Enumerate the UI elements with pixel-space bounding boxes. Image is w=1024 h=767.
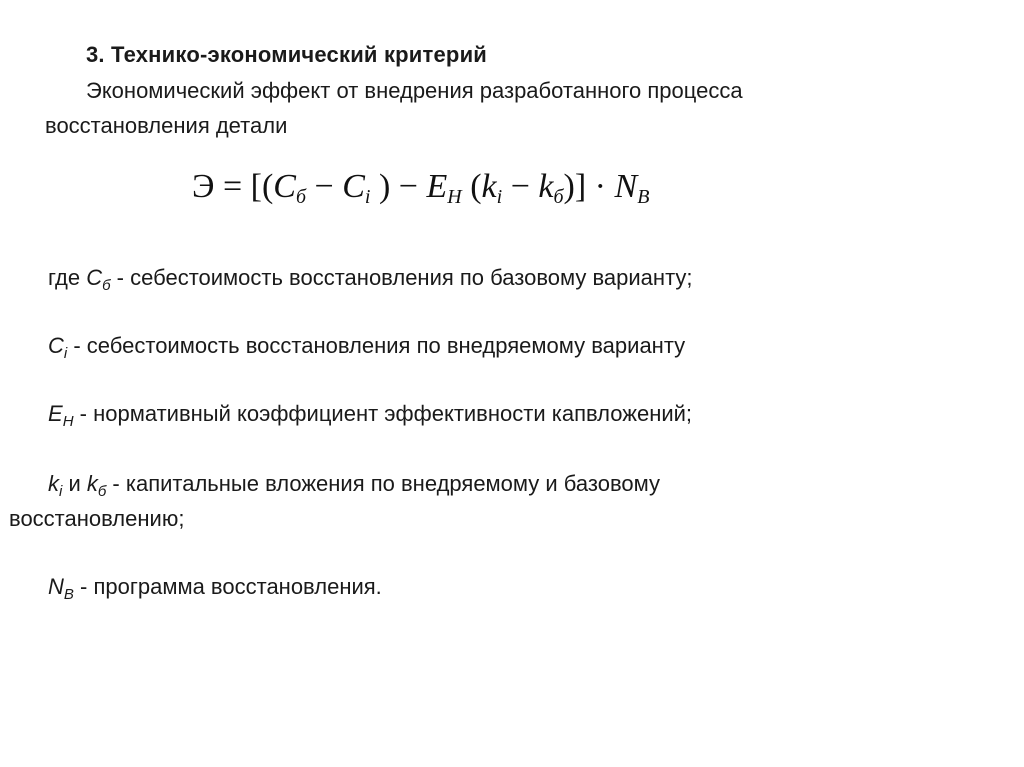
formula-n: N (614, 168, 638, 205)
slide-title: 3. Технико-экономический критерий (86, 42, 488, 67)
definition-symbol: E (48, 401, 63, 426)
definition-symbol: k (48, 471, 59, 496)
definition-normative-coefficient (48, 401, 693, 430)
definition-symbol: C (86, 265, 103, 290)
formula-e: E (426, 168, 448, 205)
definition-text: - капитальные вложения по внедряемому и базовому (106, 471, 661, 496)
formula-sub-b2: б (553, 186, 564, 208)
formula-sub-i2: i (496, 186, 503, 208)
formula-minus-1: − (306, 168, 343, 205)
formula-mid: ) − (370, 168, 427, 205)
formula-c2: C (342, 168, 365, 205)
definition-capital-investments (48, 471, 661, 500)
definition-text: - себестоимость восстановления по внедряемому варианту (67, 333, 686, 358)
definition-prefix: где (48, 265, 87, 290)
definition-symbol: N (48, 574, 64, 599)
definition-text: - программа восстановления. (73, 574, 382, 599)
formula-sub-i: i (364, 186, 371, 208)
formula-eq: = [( (214, 168, 274, 205)
definition-capital-investments-continuation: восстановлению; (9, 506, 185, 531)
formula-close: )] · (563, 168, 615, 205)
formula-lhs: Э (192, 168, 215, 205)
definition-symbol: k (86, 471, 98, 496)
definition-subscript: б (102, 277, 111, 294)
definition-text: - нормативный коэффициент эффективности капвложений; (73, 401, 693, 426)
intro-line-2: восстановления детали (45, 113, 288, 138)
formula-sub-h: Н (447, 186, 462, 208)
definition-cost-base (48, 265, 693, 294)
definition-conjunction: и (62, 471, 87, 496)
formula-open: ( (461, 168, 482, 205)
definition-subscript: В (63, 586, 74, 603)
formula-sub-b: б (295, 186, 307, 208)
definition-symbol: C (48, 333, 64, 358)
definition-subscript: Н (62, 413, 74, 430)
formula-sub-v: В (637, 186, 650, 208)
formula-minus-2: − (502, 168, 539, 205)
definition-subscript: i (59, 483, 63, 500)
formula-k1: k (481, 168, 497, 205)
formula-c: C (273, 168, 296, 205)
definition-subscript: б (97, 483, 107, 500)
definition-program (48, 574, 382, 603)
formula-k2: k (538, 168, 554, 205)
intro-line-1: Экономический эффект от внедрения разработанного процесса (86, 78, 743, 103)
definition-subscript: i (63, 345, 68, 362)
definition-cost-new (48, 333, 686, 362)
economic-effect-formula (192, 168, 649, 206)
definition-text: - себестоимость восстановления по базовому варианту; (110, 265, 693, 290)
